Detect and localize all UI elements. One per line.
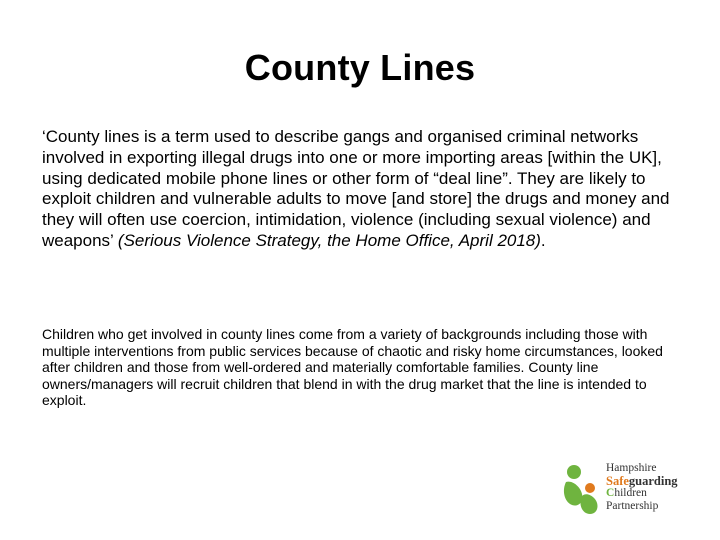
logo-line-safeguarding (606, 475, 678, 488)
logo-children-initial: C (606, 487, 615, 499)
logo-figures-icon (560, 464, 602, 516)
quote-citation: (Serious Violence Strategy, the Home Office, April 2018) (117, 230, 541, 250)
logo-safe-initial: Safe (606, 473, 629, 488)
logo-children-rest: hildren (614, 487, 647, 499)
partnership-logo (560, 462, 684, 518)
quote-text: ‘County lines is a term used to describe gangs and organised criminal networks involved in exporting illegal drugs into one or more importing areas [within the UK], using dedicated mobile phone lines or other form of “deal line”. They are likely to exploit children and vulnerable adults to move [and store] the drugs and money and they will often use coercion, intimidation, violence (including sexual violence) and weapons’ (42, 127, 670, 250)
slide-title: County Lines (244, 47, 476, 88)
body-paragraph: Children who get involved in county lines come from a variety of backgrounds including those with multiple interventions from public services because of chaotic and risky home circumstances, looked after children and those from well-ordered and materially comfortable families. County line owners/managers will recruit children that blend in with the drug market that the line is intended to exploit. (42, 326, 663, 408)
logo-safe-rest: guarding (628, 473, 678, 488)
quote-paragraph (42, 127, 690, 252)
logo-line-hampshire: Hampshire (606, 462, 657, 474)
logo-wordmark (606, 462, 678, 512)
quote-end: . (540, 230, 546, 250)
logo-line-children (606, 487, 678, 500)
logo-line-partnership: Partnership (606, 499, 659, 512)
